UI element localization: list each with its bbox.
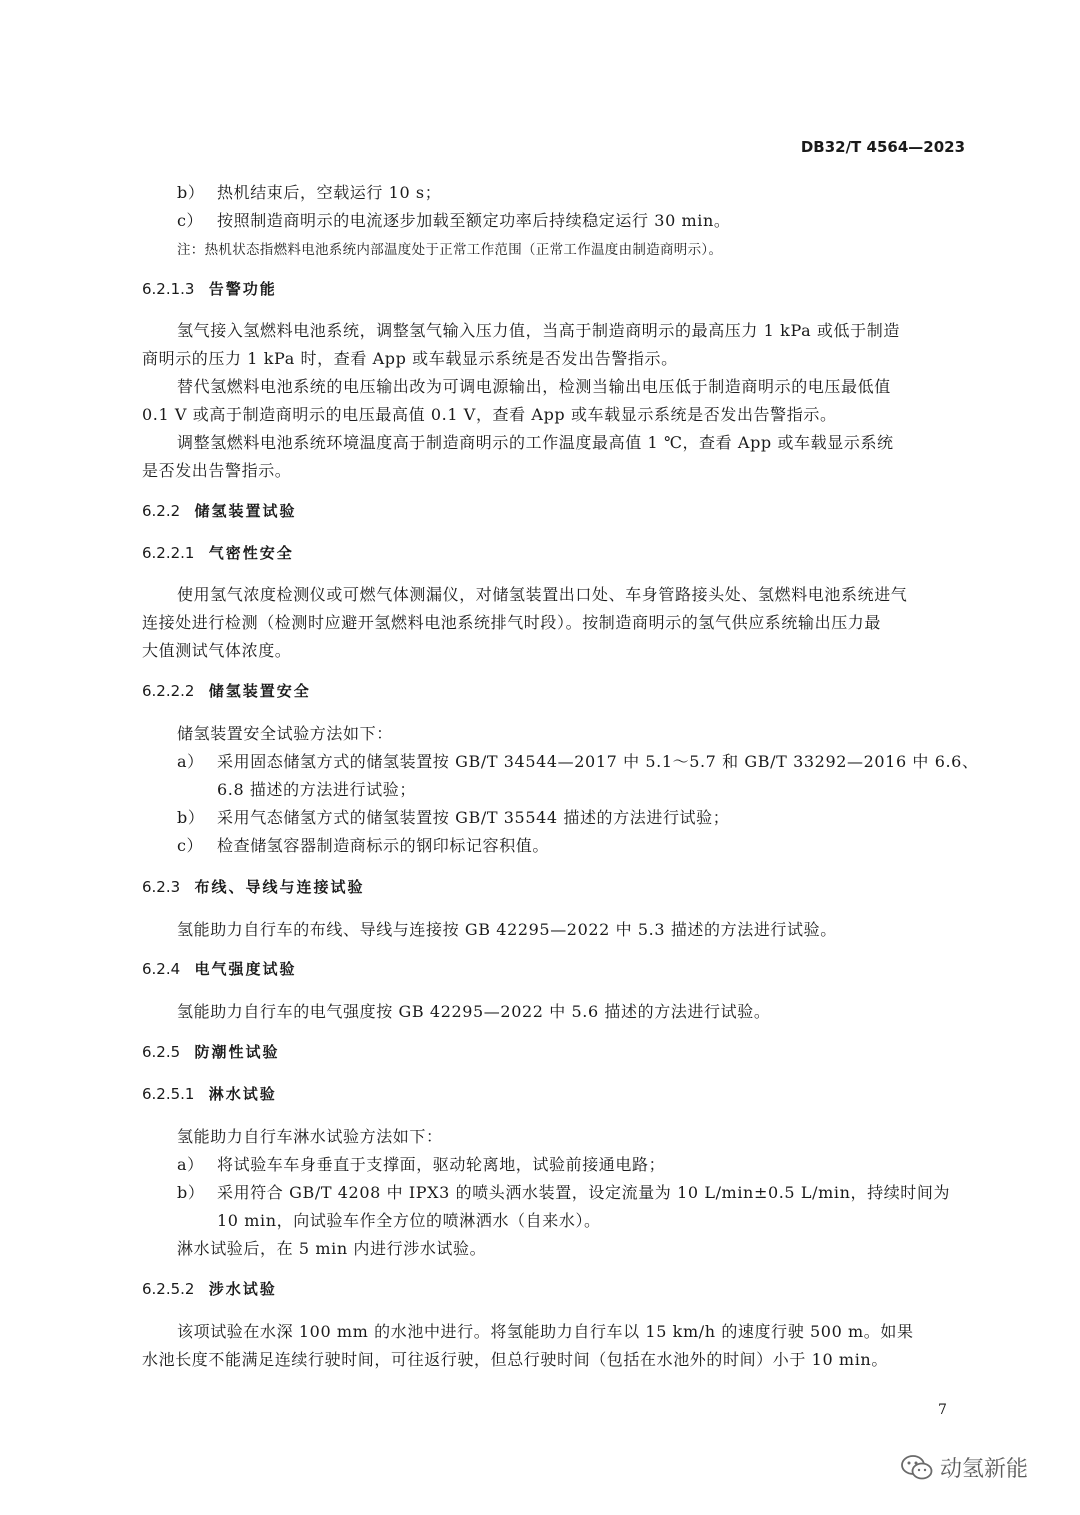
watermark-text: 动氢新能 [940,1457,1029,1482]
paragraph-line: 氢能助力自行车的布线、导线与连接按 GB 42295—2022 中 5.3 描述的方法进行试验。 [177,920,837,939]
list-item [177,1152,665,1175]
paragraph-line: 0.1 V 或高于制造商明示的电压最高值 0.1 V，查看 App 或车载显示系统是否发出告警指示。 [142,405,837,424]
list-item [177,749,979,772]
paragraph-line: 使用氢气浓度检测仪或可燃气体测漏仪，对储氢装置出口处、车身管路接头处、氢燃料电池系统进气 [177,585,908,604]
section-title: 告警功能 [208,280,277,298]
section-number: 6.2.2 [142,502,181,520]
list-text: 采用固态储氢方式的储氢装置按 GB/T 34544—2017 中 5.1～5.7 和 GB/T 33292—2016 中 6.6、 [217,752,979,771]
page-number: 7 [938,1402,947,1418]
section-heading [142,542,294,563]
section-heading [142,1278,277,1299]
paragraph-line: 是否发出告警指示。 [142,461,292,480]
wechat-icon [900,1454,934,1482]
section-title: 涉水试验 [208,1280,277,1298]
paragraph-line: 氢能助力自行车的电气强度按 GB 42295—2022 中 5.6 描述的方法进行试验。 [177,1002,771,1021]
paragraph-line: 水池长度不能满足连续行驶时间，可往返行驶，但总行驶时间（包括在水池外的时间）小于 10 min。 [142,1350,888,1369]
section-title: 气密性安全 [208,544,294,562]
paragraph-line: 淋水试验后，在 5 min 内进行涉水试验。 [177,1239,487,1258]
list-marker: a） [177,1155,204,1174]
section-heading [142,500,297,521]
section-number: 6.2.5.2 [142,1280,195,1298]
list-text: 按照制造商明示的电流逐步加载至额定功率后持续稳定运行 30 min。 [217,211,731,230]
standard-number: DB32/T 4564—2023 [800,138,965,156]
list-marker: c） [177,836,204,855]
paragraph-line: 该项试验在水深 100 mm 的水池中进行。将氢能助力自行车以 15 km/h 的速度行驶 500 m。如果 [177,1322,914,1341]
list-text-continuation: 6.8 描述的方法进行试验； [217,780,416,799]
list-marker: b） [177,1183,205,1202]
section-heading [142,958,297,979]
paragraph-line: 调整氢燃料电池系统环境温度高于制造商明示的工作温度最高值 1 ℃，查看 App 或车载显示系统 [177,433,894,452]
paragraph-line: 替代氢燃料电池系统的电压输出改为可调电源输出，检测当输出电压低于制造商明示的电压最低值 [177,377,891,396]
watermark [900,1452,1028,1483]
list-text: 检查储氢容器制造商标示的钢印标记容积值。 [217,836,550,855]
section-number: 6.2.2.1 [142,544,195,562]
list-marker: c） [177,211,204,230]
section-title: 电气强度试验 [194,960,297,978]
list-text: 采用气态储氢方式的储氢装置按 GB/T 35544 描述的方法进行试验； [217,808,730,827]
section-title: 储氢装置试验 [194,502,297,520]
section-number: 6.2.3 [142,878,181,896]
section-number: 6.2.5.1 [142,1085,195,1103]
section-heading [142,1083,277,1104]
section-title: 淋水试验 [208,1085,277,1103]
section-number: 6.2.2.2 [142,682,195,700]
section-number: 6.2.5 [142,1043,181,1061]
note: 注：热机状态指燃料电池系统内部温度处于正常工作范围（正常工作温度由制造商明示）。 [177,242,723,258]
section-heading [142,876,365,897]
section-number: 6.2.4 [142,960,181,978]
section-title: 布线、导线与连接试验 [194,878,365,896]
list-item [177,805,729,828]
section-number: 6.2.1.3 [142,280,195,298]
list-item [177,1180,950,1203]
list-marker: b） [177,808,205,827]
list-text-continuation: 10 min，向试验车作全方位的喷淋洒水（自来水）。 [217,1211,601,1230]
section-heading [142,278,277,299]
section-heading [142,1041,280,1062]
paragraph-line: 商明示的压力 1 kPa 时，查看 App 或车载显示系统是否发出告警指示。 [142,349,678,368]
paragraph-line: 氢能助力自行车淋水试验方法如下： [177,1127,443,1146]
list-text: 将试验车车身垂直于支撑面，驱动轮离地，试验前接通电路； [217,1155,666,1174]
paragraph-line: 连接处进行检测（检测时应避开氢燃料电池系统排气时段）。按制造商明示的氢气供应系统输出压力最 [142,613,882,632]
list-marker: a） [177,752,204,771]
section-title: 防潮性试验 [194,1043,280,1061]
list-text: 采用符合 GB/T 4208 中 IPX3 的喷头洒水装置，设定流量为 10 L/min±0.5 L/min，持续时间为 [217,1183,951,1202]
list-item [177,180,441,203]
paragraph-line: 储氢装置安全试验方法如下： [177,724,393,743]
list-text: 热机结束后，空载运行 10 s； [217,183,442,202]
paragraph-line: 氢气接入氢燃料电池系统，调整氢气输入压力值，当高于制造商明示的最高压力 1 kPa 或低于制造 [177,321,900,340]
list-item [177,833,549,856]
list-marker: b） [177,183,205,202]
paragraph-line: 大值测试气体浓度。 [142,641,292,660]
section-title: 储氢装置安全 [208,682,311,700]
list-item [177,208,731,231]
section-heading [142,680,311,701]
